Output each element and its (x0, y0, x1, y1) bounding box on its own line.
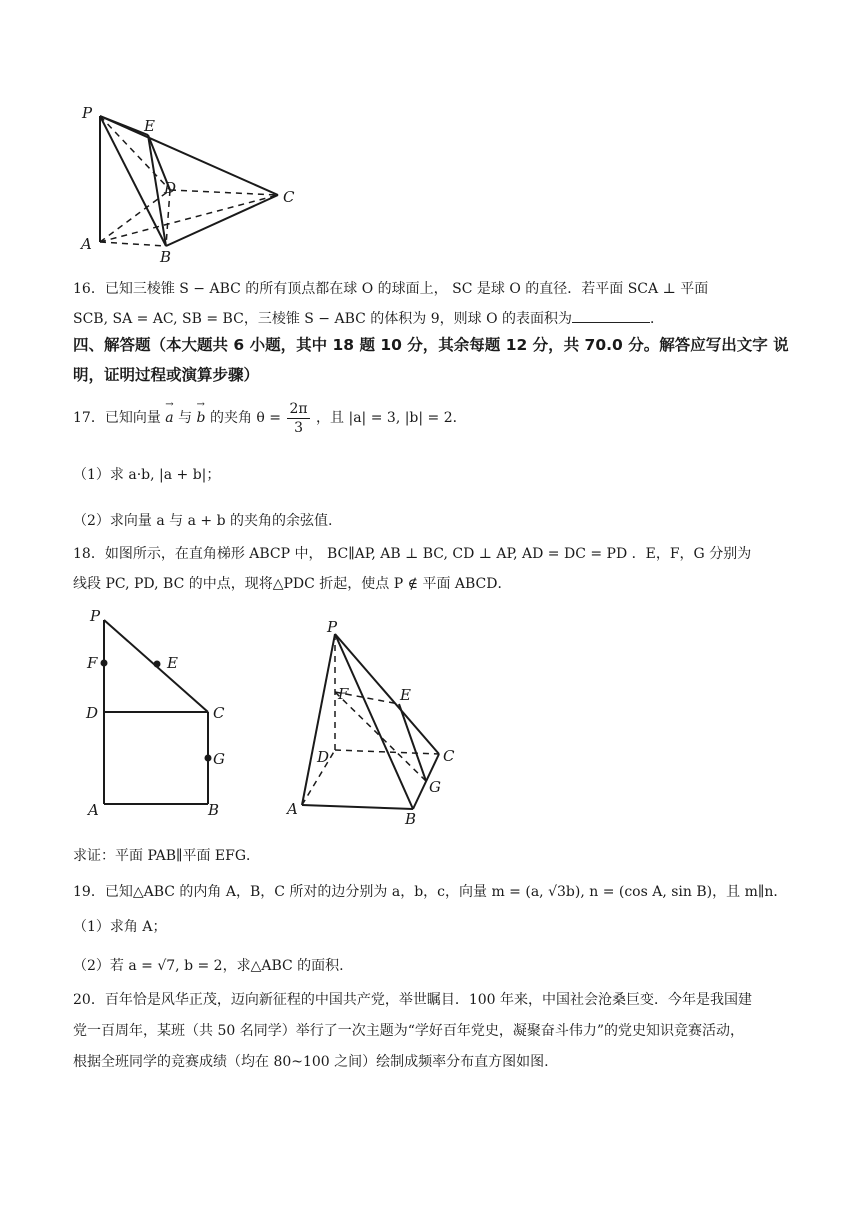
label-p: P (90, 607, 101, 625)
q18-prove (73, 841, 795, 871)
question-20 (73, 985, 795, 1078)
q16-line-2-text: SCB, SA = AC, SB = BC，三棱锥 S − ABC 的体积为 9，则球 O 的表面积为 (73, 311, 573, 327)
hidden-dc (170, 190, 278, 195)
q20-line-2: 党一百周年，某班（共 50 名同学）举行了一次主题为“学好百年党史，凝聚奋斗伟力”的党史知识竞赛活动， (73, 1023, 745, 1039)
pyramid-svg (78, 100, 318, 265)
edge-pc (335, 634, 439, 754)
label-g: G (213, 750, 225, 768)
label-d: D (164, 179, 177, 197)
point-e (154, 661, 161, 668)
label-a: A (287, 800, 298, 818)
label-b: B (208, 801, 220, 819)
folded-solid-figure (285, 614, 475, 829)
q19-part-1 (73, 912, 795, 942)
label-p: P (327, 618, 338, 636)
vector-a: → a (165, 398, 173, 438)
hidden-pd (100, 116, 170, 190)
q19-part-2-text: （2）若 a = √7, b = 2，求△ABC 的面积. (73, 958, 344, 974)
label-c: C (443, 747, 455, 765)
folded-solid-svg (285, 614, 475, 829)
label-b: B (160, 248, 172, 266)
q17-stem (73, 398, 795, 438)
q18-prove-text: 求证：平面 PAB∥平面 EFG． (73, 848, 261, 864)
question-16 (73, 274, 795, 334)
q19-line-1: 19．已知△ABC 的内角 A，B，C 所对的边分别为 a，b，c，向量 m = (a, √3b), n = (cos A, sin B)，且 m∥n． (73, 884, 788, 900)
label-f: F (338, 685, 349, 703)
answer-blank[interactable] (572, 308, 650, 323)
q19-part-1-text: （1）求角 A； (73, 919, 167, 935)
label-e: E (400, 686, 411, 704)
q17-part-2-text: （2）求向量 a 与 a + b 的夹角的余弦值. (73, 513, 333, 529)
q17-stem-c: ，且 |a| = 3, |b| = 2． (316, 410, 467, 426)
q16-line-1: 16．已知三棱锥 S − ABC 的所有顶点都在球 O 的球面上， SC 是球 O 的直径．若平面 SCA ⊥ 平面 (73, 281, 709, 297)
label-c: C (283, 188, 295, 206)
label-d: D (86, 704, 99, 722)
edge-pb (335, 634, 413, 809)
section-4-line-1: 四、解答题（本大题共 6 小题，其中 18 题 10 分，其余每题 12 分，共 70.0 分。解答应写出文字 (73, 336, 768, 354)
point-f (101, 660, 108, 667)
label-e: E (167, 654, 178, 672)
pyramid-figure (78, 100, 318, 265)
edge-ab (302, 805, 413, 809)
hidden-db (166, 190, 170, 246)
label-a: A (81, 235, 92, 253)
label-f: F (87, 654, 98, 672)
q19-part-2 (73, 951, 795, 981)
label-d: D (317, 748, 330, 766)
q18-line-2: 线段 PC, PD, BC 的中点，现将△PDC 折起，使点 P ∉ 平面 ABCD． (73, 576, 512, 592)
label-g: G (429, 778, 441, 796)
label-c: C (213, 704, 225, 722)
q17-part-1-text: （1）求 a·b, |a + b|； (73, 467, 221, 483)
trapezoid-figure (82, 606, 252, 821)
q18-line-1: 18．如图所示，在直角梯形 ABCP 中， BC∥AP, AB ⊥ BC, CD ⊥ AP, AD = DC = PD ．E，F，G 分别为 (73, 546, 752, 562)
q17-part-1 (73, 460, 795, 490)
label-b: B (405, 810, 417, 828)
label-p: P (82, 104, 93, 122)
q20-line-1: 20．百年恰是风华正茂，迈向新征程的中国共产党，举世瞩目．100 年来，中国社会沧桑巨变．今年是我国建 (73, 992, 752, 1008)
question-17 (73, 398, 795, 438)
q17-and: 与 (178, 410, 193, 426)
label-a: A (88, 801, 99, 819)
label-e: E (144, 117, 155, 135)
section-4-heading (73, 330, 795, 390)
fraction-numerator: 2π (289, 400, 308, 417)
fraction-denominator: 3 (294, 419, 303, 436)
q17-part-2 (73, 506, 795, 536)
segment-eg (399, 704, 426, 781)
edge-bc (166, 195, 278, 246)
vector-b: → b (197, 398, 206, 438)
q17-stem-a: 17．已知向量 (73, 410, 161, 426)
q20-line-3: 根据全班同学的竞赛成绩（均在 80~100 之间）绘制成频率分布直方图如图. (73, 1054, 549, 1070)
edge-pa (302, 634, 335, 805)
q16-line-2-end: ． (650, 311, 665, 327)
edge-pc (100, 116, 278, 195)
angle-fraction (287, 400, 309, 437)
question-19 (73, 877, 795, 907)
section-4-line-2: 说明，证明过程或演算步骤） (73, 336, 789, 384)
point-g (205, 755, 212, 762)
q17-stem-b: 的夹角 θ = (209, 410, 282, 426)
trapezoid-svg (82, 606, 252, 821)
question-18 (73, 539, 795, 599)
hidden-ab (100, 242, 166, 246)
